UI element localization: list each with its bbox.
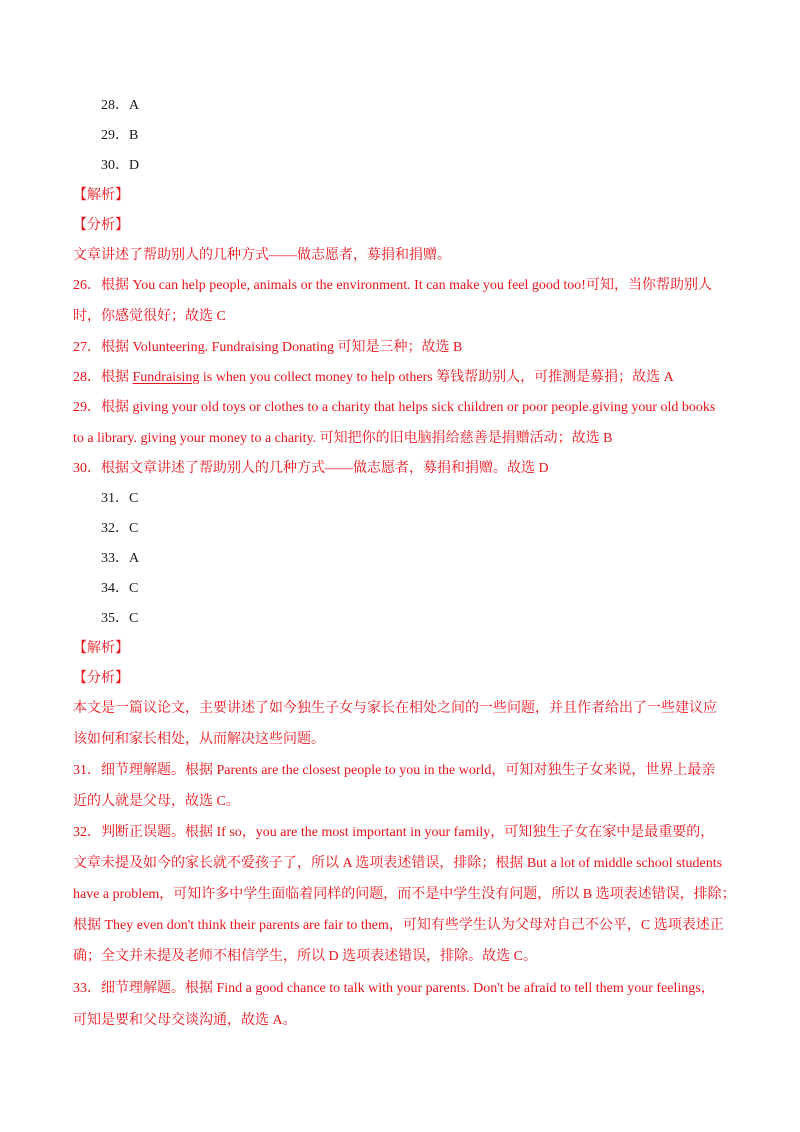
- analysis-summary: 文章讲述了帮助别人的几种方式——做志愿者，募捐和捐赠。: [73, 248, 451, 263]
- analysis-summary-2-line1: 本文是一篇议论文，主要讲述了如今独生子女与家长在相处之间的一些问题，并且作者给出了一些建议应: [73, 701, 717, 716]
- answer-33: 33．A: [101, 551, 140, 566]
- explanation-32-line5: 确；全文并未提及老师不相信学生，所以 D 选项表述错误，排除。故选 C。: [73, 949, 537, 964]
- explanation-27: 27．根据 Volunteering. Fundraising Donating 可知是三种；故选 B: [73, 340, 463, 355]
- explanation-28-prefix: 28．根据: [73, 370, 133, 385]
- jiexi-heading-2: 【解析】: [73, 641, 129, 656]
- explanation-31-line1: 31．细节理解题。根据 Parents are the closest people to you in the world，可知对独生子女来说，世界上最亲: [73, 763, 716, 778]
- explanation-30: 30．根据文章讲述了帮助别人的几种方式——做志愿者，募捐和捐赠。故选 D: [73, 461, 549, 476]
- explanation-33-line1: 33．细节理解题。根据 Find a good chance to talk with your parents. Don't be afraid to tell them your feelings，: [73, 981, 715, 996]
- explanation-28-rest: is when you collect money to help others 筹钱帮助别人，可推测是募捐；故选 A: [199, 370, 674, 385]
- answer-35: 35．C: [101, 611, 139, 626]
- analysis-summary-2-line2: 该如何和家长相处，从而解决这些问题。: [73, 732, 325, 747]
- explanation-28: [73, 369, 740, 387]
- jiexi-heading: 【解析】: [73, 188, 129, 203]
- answer-30: 30．D: [101, 158, 140, 173]
- answer-32: 32．C: [101, 521, 139, 536]
- answer-34: 34．C: [101, 581, 139, 596]
- explanation-32-line1: 32．判断正误题。根据 If so，you are the most important in your family，可知独生子女在家中是最重要的，: [73, 825, 715, 840]
- explanation-26-line2: 时，你感觉很好；故选 C: [73, 309, 226, 324]
- explanation-31-line2: 近的人就是父母，故选 C。: [73, 794, 240, 809]
- explanation-33-line2: 可知是要和父母交谈沟通，故选 A。: [73, 1013, 297, 1028]
- explanation-32-line4: 根据 They even don't think their parents are fair to them，可知有些学生认为父母对自己不公平，C 选项表述正: [73, 918, 724, 933]
- answer-29: 29．B: [101, 128, 139, 143]
- explanation-32-line2: 文章未提及如今的家长就不爱孩子了，所以 A 选项表述错误，排除；根据 But a lot of middle school students: [73, 856, 723, 871]
- explanation-32-line3: have a problem，可知许多中学生面临着同样的问题，而不是中学生没有问题，所以 B 选项表述错误，排除；: [73, 887, 736, 902]
- answer-28: 28．A: [101, 98, 140, 113]
- fenxi-heading-2: 【分析】: [73, 671, 129, 686]
- explanation-26-line1: 26．根据 You can help people, animals or the environment. It can make you feel good too!可知，当你帮助别人: [73, 278, 712, 293]
- fundraising-term: Fundraising: [132, 370, 200, 385]
- explanation-29-line2: to a library. giving your money to a charity. 可知把你的旧电脑捐给慈善是捐赠活动；故选 B: [73, 431, 613, 446]
- explanation-29-line1: 29．根据 giving your old toys or clothes to a charity that helps sick children or poor people.giving your old books: [73, 400, 716, 415]
- answer-31: 31．C: [101, 491, 139, 506]
- fenxi-heading: 【分析】: [73, 218, 129, 233]
